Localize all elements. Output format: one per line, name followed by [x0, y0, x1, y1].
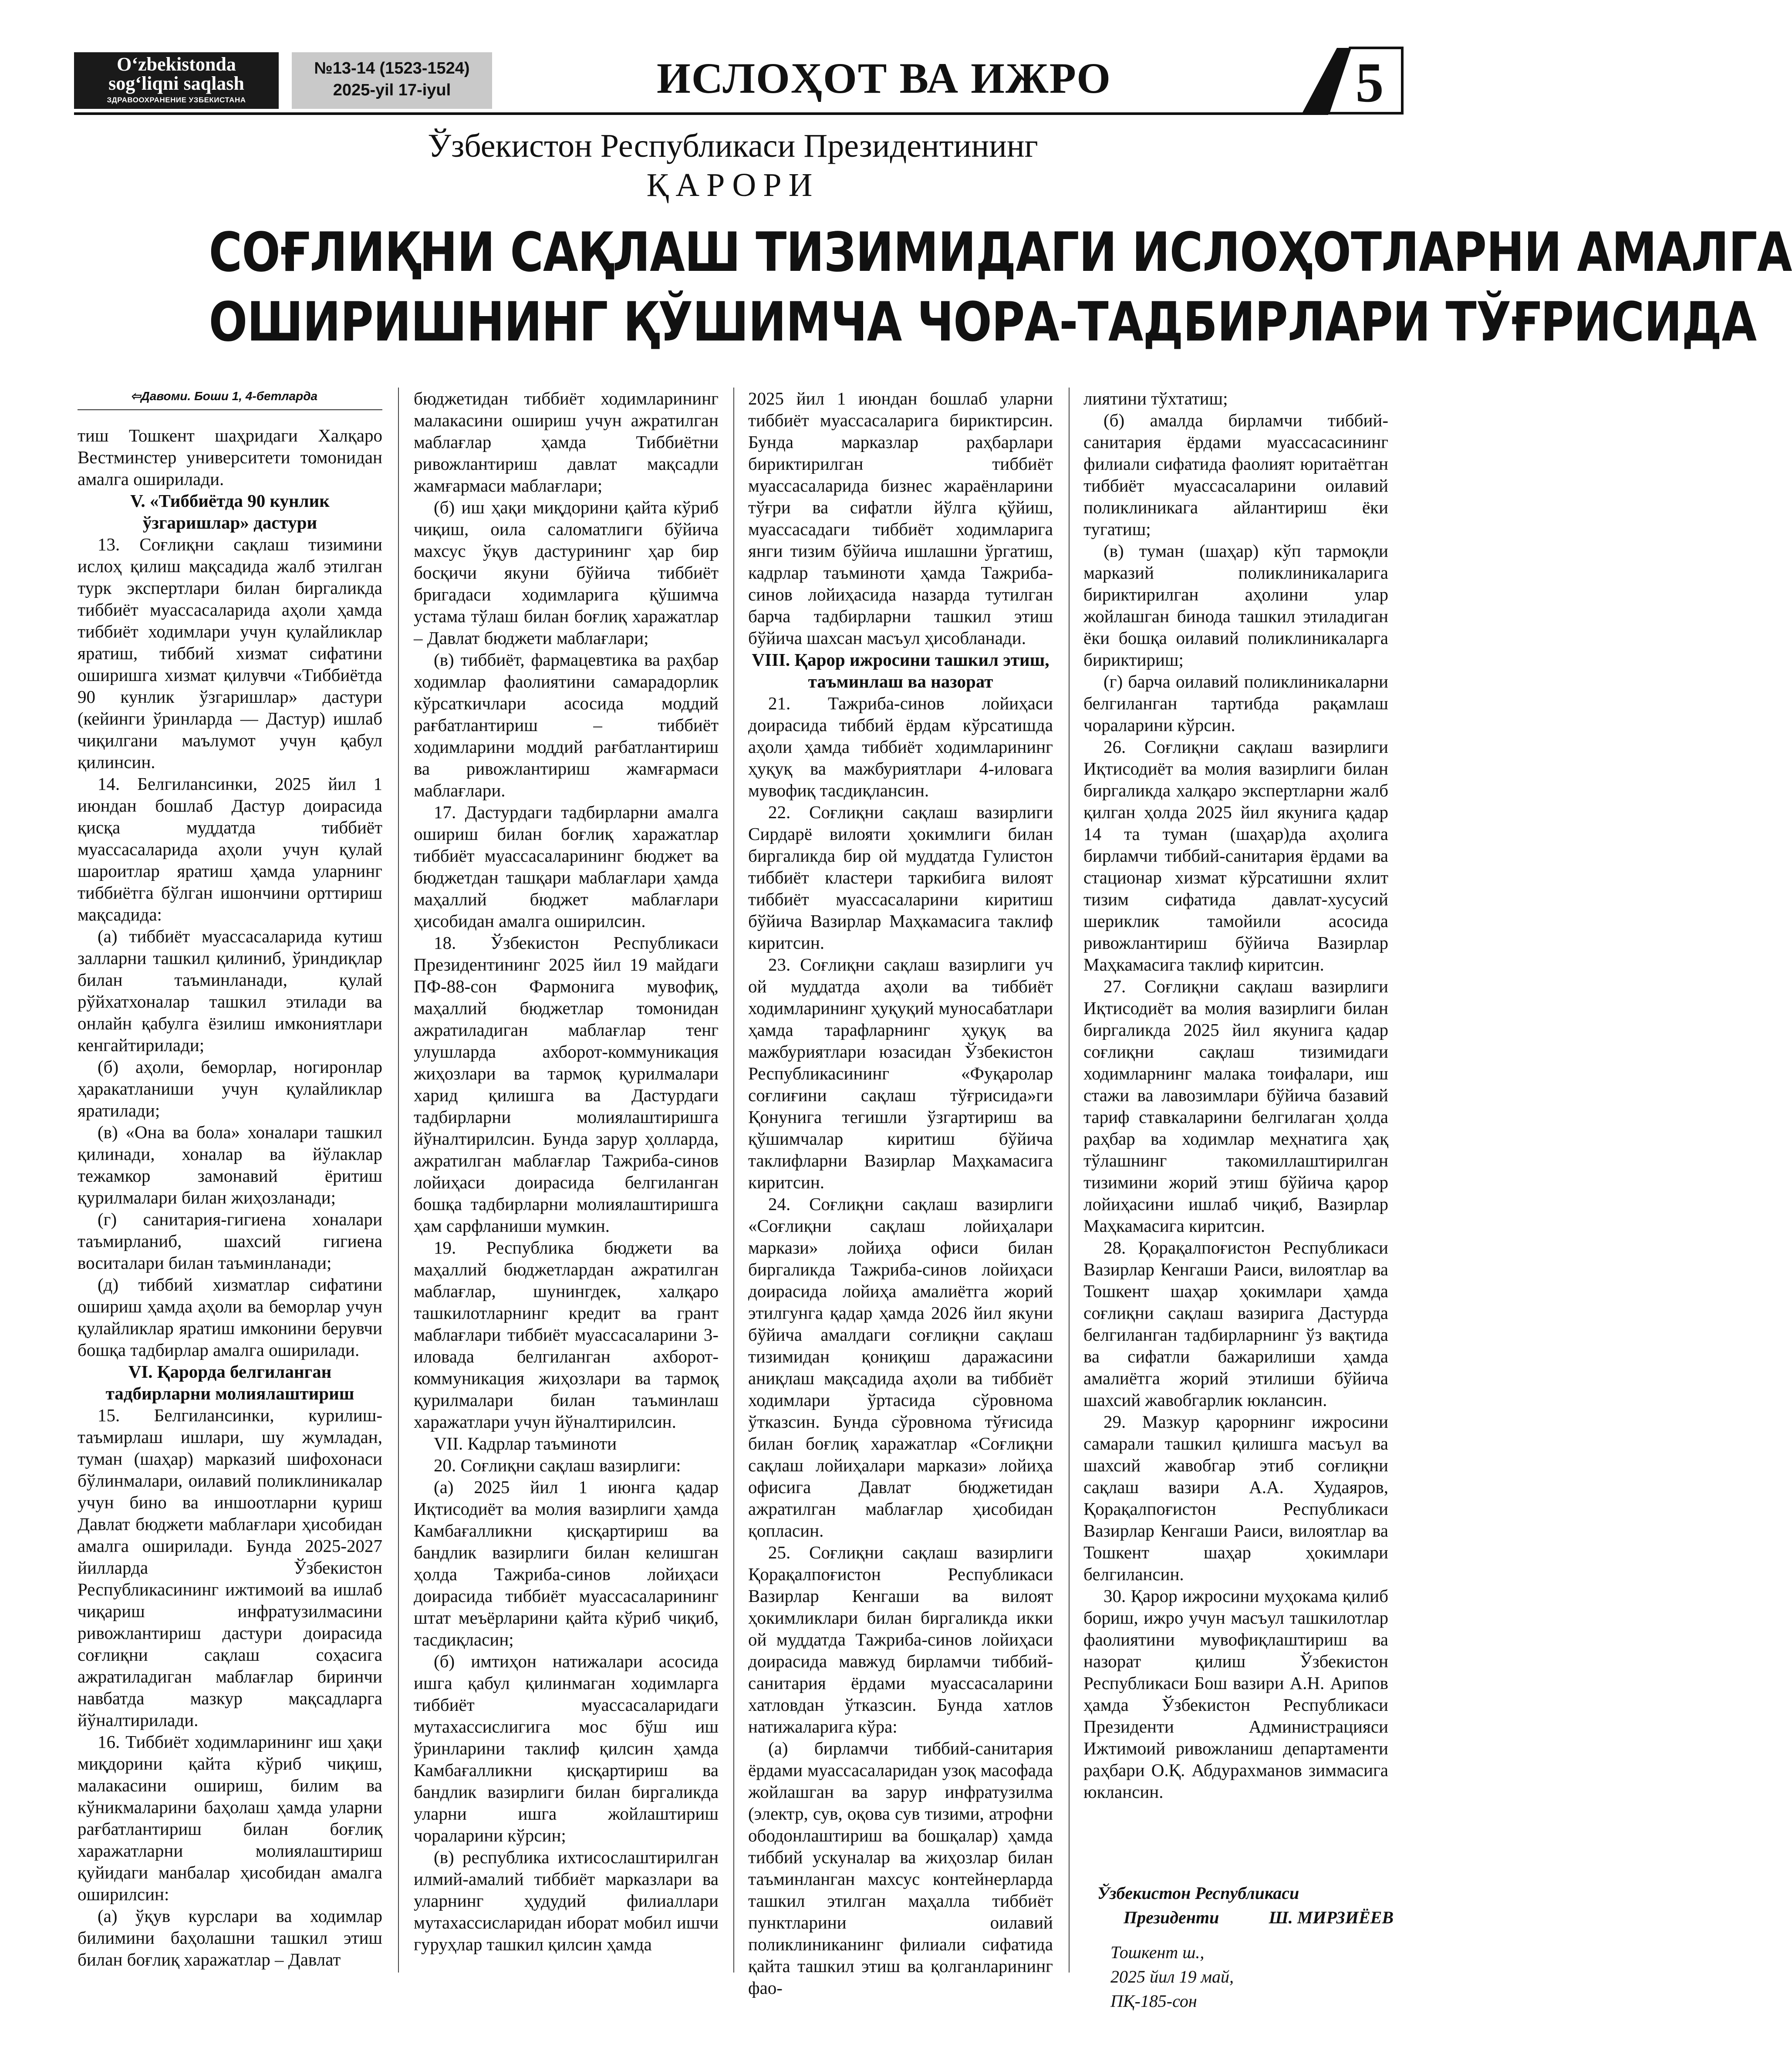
issue-info: [292, 52, 492, 109]
paragraph: 21. Тажриба-синов лойиҳаси доирасида тиббий ёрдам кўрсатишда аҳоли ҳамда тиббиёт ходимларининг ҳуқуқ ва мажбуриятлари 4-иловага мувофиқ тасдиқлансин.: [748, 693, 1053, 800]
paragraph: (в) туман (шаҳар) кўп тармоқли марказий поликлиникаларига бириктирилган аҳолини улар жойлашган бинода ташкил этиладиган ёки бошқа оилавий поликлиникаларга бириктириш;: [1083, 541, 1388, 670]
signature-block: [1097, 1881, 1394, 2013]
text-column-2: [414, 388, 719, 1955]
section-title: ИСЛОҲОТ ВА ИЖРО: [656, 54, 1112, 102]
paragraph: тиш Тошкент шаҳридаги Халқаро Вестминстер университети томонидан амалга оширилади.: [78, 425, 382, 489]
logo-line-1: O‘zbekistonda: [117, 54, 236, 75]
column-divider: [398, 388, 399, 1973]
logo-line-2: sog‘liqni saqlash: [108, 73, 244, 94]
arrow-left-icon: ⇦: [131, 389, 141, 403]
signature-number: ПҚ-185-сон: [1110, 1991, 1197, 2011]
section-heading: VI. Қарорда белгиланган тадбирларни молиялаштириш: [105, 1362, 354, 1403]
issue-number: №13-14 (1523-1524): [314, 59, 470, 78]
paragraph: (г) барча оилавий поликлиникаларни белгиланган тартибда рақамлаш чораларини кўрсин.: [1083, 671, 1388, 735]
signature-row: [1097, 1905, 1394, 1930]
paragraph: 18. Ўзбекистон Республикаси Президентининг 2025 йил 19 майдаги ПФ-88-сон Фармонига мувофиқ, маҳаллий бюджетлар томонидан ажратиладиган маблағлар тенг улушларда ахборот-коммуникация жиҳозлари ва тармоқ қурилмалари харид қилишга ва Дастурдаги тадбирларни молиялаштиришга йўналтирилсин. Бунда зарур ҳолларда, ажратилган маблағлар Тажриба-синов лойиҳаси доирасида белгиланган бошқа тадбирларни молиялаштиришга ҳам сарфланиши мумкин.: [414, 933, 719, 1236]
paragraph: 17. Дастурдаги тадбирларни амалга ошириш билан боғлиқ харажатлар тиббиёт муассасаларининг бюджет ва бюджетдан ташқари маблағлари ҳамда маҳаллий бюджет маблағлари ҳисобидан амалга оширилсин.: [414, 802, 719, 931]
paragraph: 16. Тиббиёт ходимларининг иш ҳақи миқдорини қайта кўриб чиқиш, малакасини ошириш, билим ва кўникмаларини баҳолаш ҳамда уларни рағбатлантириш билан боғлиқ харажатларни молиялаштириш қуйидаги манбалар ҳисобидан амалга оширилсин:: [78, 1732, 382, 1904]
paragraph: 2025 йил 1 июндан бошлаб уларни тиббиёт муассасаларига бириктирсин. Бунда марказлар раҳбарлари бириктирилган тиббиёт муассасаларида бизнес жараёнларини тўғри ва сифатли йўлга қўйиш, муассасадаги тиббиёт ходимларига янги тизим бўйича ишлашни ўргатиш, кадрлар таъминоти ҳамда Тажриба-синов лойиҳасида назарда тутилган барча тадбирларни ташкил этиш бўйича шахсан масъул ҳисобланади.: [748, 388, 1053, 648]
logo-subtitle: ЗДРАВООХРАНЕНИЕ УЗБЕКИСТАНА: [107, 96, 246, 104]
section-heading: V. «Тиббиётда 90 кунлик ўзгаришлар» дастури: [130, 491, 330, 533]
issuer-line: Ўзбекистон Республикаси Президентининг: [428, 128, 1038, 164]
paragraph: 25. Соғлиқни сақлаш вазирлиги Қорақалпоғистон Республикаси Вазирлар Кенгаши ва вилоят ҳокимликлари билан биргаликда икки ой муддатда Тажриба-синов лойиҳаси доирасида мавжуд бирламчи тиббий-санитария ёрдами муассасаларини хатловдан ўтказсин. Бунда хатлов натижаларига кўра:: [748, 1542, 1053, 1737]
paragraph: (б) аҳоли, беморлар, ногиронлар ҳаракатланиши учун қулайликлар яратилади;: [78, 1057, 382, 1120]
paragraph: бюджетидан тиббиёт ходимларининг малакасини ошириш учун ажратилган маблағлар ҳамда Тиббиётни ривожлантириш давлат мақсадли жамғармаси маблағлари;: [414, 388, 719, 496]
paragraph: 29. Мазкур қарорнинг ижросини самарали ташкил қилишга масъул ва шахсий жавобгар этиб соғлиқни сақлаш вазири А.А. Худаяров, Қорақалпоғистон Республикаси Вазирлар Кенгаши Раиси, вилоятлар ва Тошкент шаҳар ҳокимлари белгилансин.: [1083, 1412, 1388, 1584]
paragraph: 26. Соғлиқни сақлаш вазирлиги Иқтисодиёт ва молия вазирлиги билан биргаликда халқаро экспертларни жалб қилган ҳолда 2025 йил якунига қадар 14 та туман (шаҳар)да аҳолига бирламчи тиббий-санитария ёрдами ва стационар хизмат кўрсатишни яхлит тизим сифатида давлат-хусусий шериклик тамойили асосида ривожлантириш бўйича Вазирлар Маҳкамасига таклиф киритсин.: [1083, 737, 1388, 975]
paragraph: (б) имтиҳон натижалари асосида ишга қабул қилинмаган ходимларга тиббиёт муассасаларидаги мутахассислигига мос бўш иш ўринларини таклиф қилсин ҳамда Камбағалликни қисқартириш ва бандлик вазирлиги билан биргаликда уларни ишга жойлаштириш чораларини кўрсин;: [414, 1651, 719, 1845]
paragraph: (в) «Она ва бола» хоналари ташкил қилинади, хоналар ва йўлаклар тежамкор замонавий ёритиш қурилмалари билан жиҳозланади;: [78, 1122, 382, 1207]
paragraph: 30. Қарор ижросини муҳокама қилиб бориш, ижро учун масъул ташкилотлар фаолиятини мувофиқлаштириш ва назорат қилиш Ўзбекистон Республикаси Бош вазири А.Н. Арипов ҳамда Ўзбекистон Республикаси Президенти Администрацияси Ижтимоий ривожланиш департаменти раҳбари О.Қ. Абдурахманов зиммасига юклансин.: [1083, 1586, 1388, 1802]
decree-title-line-1: СОҒЛИҚНИ САҚЛАШ ТИЗИМИДАГИ ИСЛОҲОТЛАРНИ АМАЛГА: [209, 221, 1792, 284]
newspaper-logo[interactable]: [74, 52, 279, 109]
signature-place: Тошкент ш.,: [1110, 1942, 1205, 1962]
paragraph: (а) 2025 йил 1 июнга қадар Иқтисодиёт ва молия вазирлиги ҳамда Камбағалликни қисқартириш ва бандлик вазирлиги билан келишган ҳолда Тажриба-синов лойиҳаси доирасида тиббиёт муассасаларининг штат меъёрларини қайта кўриб чиқиб, тасдиқласин;: [414, 1477, 719, 1649]
paragraph: (б) амалда бирламчи тиббий-санитария ёрдами муассасасининг филиали сифатида фаолият юритаётган тиббиёт муассасаларини оилавий поликлиникага айлантириш ёки тугатиш;: [1083, 410, 1388, 539]
paragraph: 20. Соғлиқни сақлаш вазирлиги:: [434, 1455, 681, 1475]
text-column-4: [1083, 388, 1388, 1803]
paragraph: (а) тиббиёт муассасаларида кутиш залларни ташкил қилиниб, ўриндиқлар билан таъминланади, қулай рўйхатхоналар ташкил этилади ва онлайн қабулга ёзилиш имкониятлари кенгайтирилади;: [78, 926, 382, 1055]
column-divider: [733, 388, 734, 1973]
masthead: [74, 52, 1398, 118]
decree-title: [209, 218, 1792, 357]
section-heading: VIII. Қарор ижросини ташкил этиш, таъминлаш ва назорат: [752, 650, 1050, 691]
paragraph: 22. Соғлиқни сақлаш вазирлиги Сирдарё вилояти ҳокимлиги билан биргаликда бир ой муддатда Гулистон тиббиёт кластери таркибига вилоят тиббиёт муассасаларини киритиш бўйича Вазирлар Маҳкамасига таклиф киритсин.: [748, 802, 1053, 953]
signer-position: Президенти: [1124, 1908, 1219, 1927]
paragraph: (д) тиббий хизматлар сифатини ошириш ҳамда аҳоли ва беморлар учун қулайликлар яратиш имконини берувчи бошқа тадбирлар амалга оширилади.: [78, 1275, 382, 1360]
paragraph: 27. Соғлиқни сақлаш вазирлиги Иқтисодиёт ва молия вазирлиги билан биргаликда 2025 йил якунига қадар соғлиқни сақлаш тизимидаги ходимларнинг малака тоифалари, иш стажи ва лавозимлари бўйича базавий тариф ставкаларини белгилаган ҳолда раҳбар ва ходимлар меҳнатига ҳақ тўлашнинг такомиллаштирилган тизимини жорий этиш бўйича қарор лойиҳасини ишлаб чиқиб, Вазирлар Маҳкамасига киритсин.: [1083, 976, 1388, 1236]
issue-date: 2025-yil 17-iyul: [333, 81, 451, 99]
signature-date: 2025 йил 19 май,: [1110, 1967, 1234, 1986]
signature-title: [1097, 1881, 1394, 1905]
paragraph: (в) тиббиёт, фармацевтика ва раҳбар ходимлар фаолиятини самарадорлик кўрсаткичлари асосида моддий рағбатлантириш – тиббиёт ходимларини моддий рағбатлантириш ва ривожлантириш жамғармаси маблағлари.: [414, 650, 719, 800]
document-type: ҚАРОРИ: [646, 167, 820, 203]
paragraph: 15. Белгилансинки, курилиш-таъмирлаш ишлари, шу жумладан, туман (шаҳар) марказий шифохонаси бўлинмалари, оилавий поликлиникалар учун бино ва иншоотларни қуриш Давлат бюджети маблағлари ҳисобидан амалга оширилади. Бунда 2025-2027 йилларда Ўзбекистон Республикасининг ижтимоий ва ишлаб чиқариш инфратузилмасини ривожлантириш дастури доирасида соғлиқни сақлаш соҳасига ажратиладиган маблағлар биринчи навбатда мазкур мақсадларга йўналтирилади.: [78, 1405, 382, 1730]
page-number: 5: [1355, 51, 1384, 114]
paragraph: 19. Республика бюджети ва маҳаллий бюджетлардан ажратилган маблағлар, шунингдек, халқаро ташкилотларнинг кредит ва грант маблағлари тиббиёт муассасаларини 3-иловада белгиланган ахборот-коммуникация жиҳозлари ва тармоқ қурилмалари билан таъминлаш харажатлари учун йўналтирилсин.: [414, 1238, 719, 1432]
section-heading: VII. Кадрлар таъминоти: [434, 1433, 617, 1453]
paragraph: (а) бирламчи тиббий-санитария ёрдами муассасаларидан узоқ масофада жойлашган ва зарур инфратузилма (электр, сув, оқова сув тизими, атрофни ободонлаштириш ва бошқалар) ҳамда тиббий ускуналар ва жиҳозлар билан таъминланган махсус контейнерларда ташкил этилган маҳалла тиббиёт пунктларини оилавий поликлиниканинг филиали сифатида қайта ташкил этиш ва қолганларининг фао-: [748, 1738, 1053, 1998]
paragraph: 13. Соғлиқни сақлаш тизимини ислоҳ қилиш мақсадида жалб этилган турк экспертлари билан биргаликда тиббиёт муассасаларида аҳоли ҳамда тиббиёт ходимлари учун қулайликлар яратиш, тиббий хизмат сифатини оширишга хизмат қилувчи «Тиббиётда 90 кунлик ўзгаришлар» дастури (кейинги ўринларда — Дастур) ишлаб чиқилгани маълумот учун қабул қилинсин.: [78, 534, 382, 772]
continuation-rule: [78, 409, 382, 410]
paragraph: 24. Соғлиқни сақлаш вазирлиги «Соғлиқни сақлаш лойиҳалари маркази» лойиҳа офиси билан биргаликда Тажриба-синов лойиҳаси доирасида лойиҳа амалиётга жорий этилгунга қадар ҳамда 2026 йил якуни бўйича амалдаги соғлиқни сақлаш тизимидан қониқиш даражасини аниқлаш мақсадида аҳоли ва тиббиёт ходимлари ўртасида сўровнома ўтказсин. Бунда сўровнома тўғисида билан боғлиқ харажатлар «Соғлиқни сақлаш лойиҳалари маркази» лойиҳа офисига Давлат бюджетидан ажратилган маблағлар ҳисобидан қопласин.: [748, 1194, 1053, 1541]
column-divider: [1069, 388, 1070, 1973]
paragraph: (г) санитария-гигиена хоналари таъмирланиб, шахсий гигиена воситалари билан таъминланади;: [78, 1209, 382, 1273]
continuation-note[interactable]: [131, 388, 317, 405]
paragraph: (б) иш ҳақи миқдорини қайта кўриб чиқиш, оила саломатлиги бўйича махсус ўқув дастурининг ҳар бир босқичи якуни бўйича тиббиёт бригадаси ходимларига қўшимча устама тўлаш билан боғлиқ харажатлар – Давлат бюджети маблағлари;: [414, 497, 719, 648]
paragraph: (в) республика ихтисослаштирилган илмий-амалий тиббиёт марказлари ва уларнинг ҳудудий филиаллари мутахассисларидан иборат мобил ишчи гуруҳлар ташкил қилсин ҳамда: [414, 1847, 719, 1954]
signer-country: Ўзбекистон Республикаси: [1097, 1883, 1299, 1903]
text-column-3: [748, 388, 1053, 1999]
masthead-rule: [74, 112, 1328, 115]
page-number-badge: [1302, 48, 1402, 118]
paragraph: 23. Соғлиқни сақлаш вазирлиги уч ой муддатда аҳоли ва тиббиёт ходимларининг ҳуқуқий муносабатлари ҳамда тарафларнинг ҳуқуқ ва мажбуриятлари юзасидан Ўзбекистон Республикасининг «Фуқаролар соғлиғини сақлаш тўғрисида»ги Қонунига тегишли ўзгартириш ва қўшимчалар киритиш бўйича таклифларни Вазирлар Маҳкамасига киритсин.: [748, 954, 1053, 1192]
signer-name: Ш. МИРЗИЁЕВ: [1269, 1908, 1394, 1927]
text-column-1: [78, 425, 382, 1970]
paragraph: 28. Қорақалпоғистон Республикаси Вазирлар Кенгаши Раиси, вилоятлар ва Тошкент шаҳар ҳокимлари ҳамда соғлиқни сақлаш вазирига Дастурда белгиланган тадбирларнинг ўз вақтида ва сифатли бажарилиши ҳамда амалиётга жорий этилиши бўйича шахсий жавобгарлик юклансин.: [1083, 1238, 1388, 1410]
paragraph: 14. Белгилансинки, 2025 йил 1 июндан бошлаб Дастур доирасида қисқа муддатда тиббиёт муассасаларида аҳоли учун қулай шароитлар яратиш ҳамда уларнинг тиббиётга бўлган ишончини орттириш мақсадида:: [78, 774, 382, 924]
paragraph: (а) ўқув курслари ва ходимлар билимини баҳолашни ташкил этиш билан боғлиқ харажатлар – Давлат: [78, 1906, 382, 1969]
paragraph: лиятини тўхтатиш;: [1083, 388, 1228, 408]
continuation-text: Давоми. Боши 1, 4-бетларда: [141, 389, 318, 403]
decree-title-line-2: ОШИРИШНИНГ ҚЎШИМЧА ЧОРА-ТАДБИРЛАРИ ТЎҒРИСИДА: [209, 291, 1757, 354]
signature-meta: [1097, 1940, 1394, 2013]
